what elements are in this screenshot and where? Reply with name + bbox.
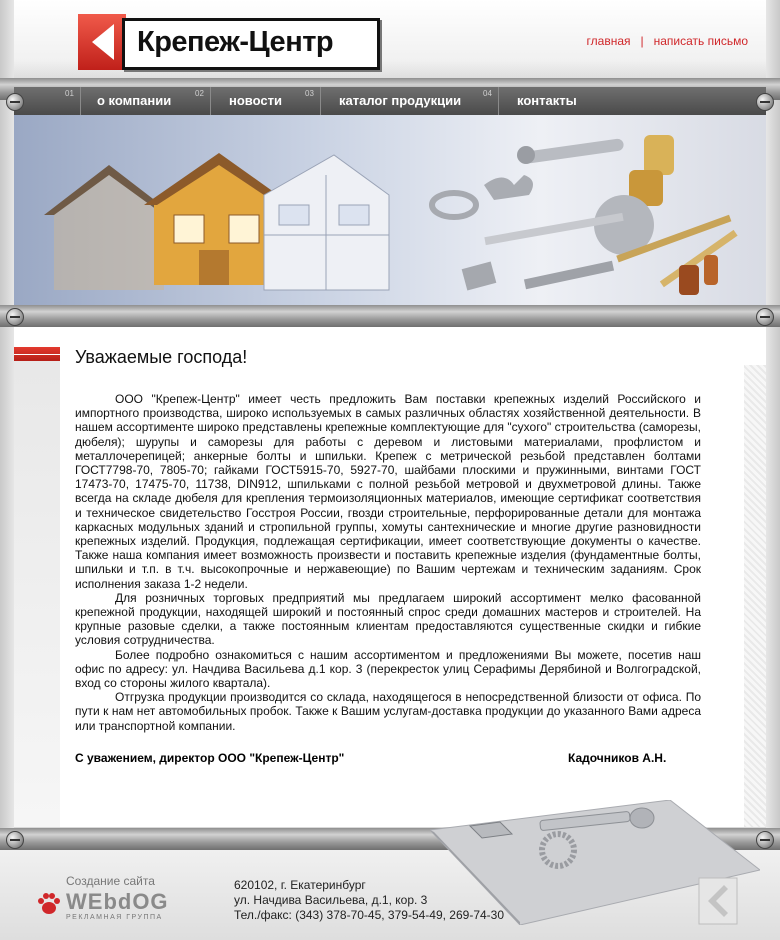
nav-num: 03 xyxy=(305,89,314,98)
site-created-label: Создание сайта xyxy=(66,874,155,888)
page-title: Уважаемые господа! xyxy=(75,347,248,367)
nav-item-contacts[interactable] xyxy=(483,87,619,115)
site-logo[interactable] xyxy=(78,14,380,70)
nav-num: 04 xyxy=(483,89,492,98)
paragraph: Для розничных торговых предприятий мы предлагаем широкий ассортимент мелко фасованной крепежной продукции, находящей широкий и постоянный спрос среди домашних мастеров и строителей. На крупные разовые сделки, а также постоянным клиентам предоставляются существенные скидки и гибкие условия сотрудничества. xyxy=(75,590,701,648)
address-line: 620102, г. Екатеринбург xyxy=(234,878,366,892)
paragraph: ООО "Крепеж-Центр" имеет честь предложить Вам поставки крепежных изделий Российского и импортного производства, широко используемых в самых различных областях хозяйственной деятельности. В нашем ассортименте широко представлены крепежные комплектующие для "сухого" строительства (саморезы, дюбеля); шурупы и саморезы для работы с деревом и листовыми материалами, профлистом и металлочерепицей; анкерные болты и шпильки. Крепеж с метрической резьбой представлен болтами ГОСТ7798-70, 7805-70; гайками ГОСТ5915-70, 5927-70, шайбами плоскими и пружинными, винтами ГОСТ 17473-70, 17475-70, 11738, DIN912, шпильками с полной резьбой метровой и двухметровой длины. Также всегда на складе дюбеля для крепления термоизоляционных материалов, имеющие сертификат соответствия и техническое свидетельство Госстроя России, гвозди строительные, перфорированные детали для монтажа каркасных модульных зданий и стропильной группы, хомуты сантехнические и многие другие разновидности крепежных изделий. Продукция, подлежащая сертификации, имеет соответствующие документы о качестве. Также наша компания имеет возможность произвести и поставить крепежные изделия (фундаментные болты, шпильки и т.п. в т.ч. высокопрочные и нержавеющие) по Вашим чертежам и техническим заданиям. Срок исполнения заказа 1-2 недели. xyxy=(75,392,701,591)
middle-rail xyxy=(0,305,780,327)
link-separator: | xyxy=(640,34,644,48)
footer-address xyxy=(234,878,504,923)
nav-label: каталог продукции xyxy=(339,93,462,108)
signature-name: Кадочников А.Н. xyxy=(568,751,667,765)
phone-line: Тел./факс: (343) 378-70-45, 379-54-49, 269-74-30 xyxy=(234,908,505,922)
paw-icon xyxy=(36,892,62,916)
logo-frame xyxy=(122,18,380,70)
nav-label: контакты xyxy=(517,93,577,108)
right-stripe xyxy=(744,365,766,827)
bolt-icon xyxy=(756,831,774,849)
banner-illustration xyxy=(14,115,766,305)
nav-item-catalog[interactable] xyxy=(305,87,497,115)
bolt-icon xyxy=(6,831,24,849)
corner-logo-icon xyxy=(698,877,738,925)
logo-arrow-icon xyxy=(92,24,114,60)
hero-banner xyxy=(14,115,766,305)
top-links xyxy=(587,34,748,48)
bolt-icon xyxy=(756,93,774,111)
left-frame xyxy=(0,0,14,940)
signature-greeting: С уважением, директор ООО "Крепеж-Центр" xyxy=(75,751,345,765)
paragraph: Отгрузка продукции производится со склада, находящегося в непосредственной близости от офиса. По пути к нам нет автомобильных пробок. Также к Вашим услугам-доставка продукции до указанного Вами адреса или транспортной компании. xyxy=(75,690,701,733)
nav-label: новости xyxy=(229,93,282,108)
nav-label: о компании xyxy=(97,93,172,108)
logo-text: Крепеж-Центр xyxy=(137,26,334,58)
right-frame xyxy=(766,0,780,940)
address-line: ул. Начдива Васильева, д.1, кор. 3 xyxy=(234,893,428,907)
title-marker xyxy=(14,347,60,361)
studio-tagline: РЕКЛАМНАЯ ГРУППА xyxy=(66,914,163,921)
left-column xyxy=(14,361,60,827)
bolt-icon xyxy=(756,308,774,326)
write-letter-link[interactable]: написать письмо xyxy=(653,34,748,48)
bolt-icon xyxy=(6,93,24,111)
nav-num: 01 xyxy=(65,89,74,98)
house-illustration xyxy=(44,153,389,290)
letter-body xyxy=(75,392,701,733)
nav-item-about[interactable] xyxy=(65,87,205,115)
studio-logo[interactable]: WEbdOG xyxy=(66,889,169,914)
home-link[interactable]: главная xyxy=(586,34,631,48)
bolt-icon xyxy=(6,308,24,326)
fasteners-illustration xyxy=(432,135,738,295)
main-nav xyxy=(14,87,766,115)
nav-num: 02 xyxy=(195,89,204,98)
paragraph: Более подробно ознакомиться с нашим ассортиментом и предложениями Вы можете, посетив наш офис по адресу: ул. Начдива Васильева д.1 кор. 3 (перекресток улиц Серафимы Дерябиной и Волгоградской, вход со стороны жилого квартала). xyxy=(75,647,701,691)
